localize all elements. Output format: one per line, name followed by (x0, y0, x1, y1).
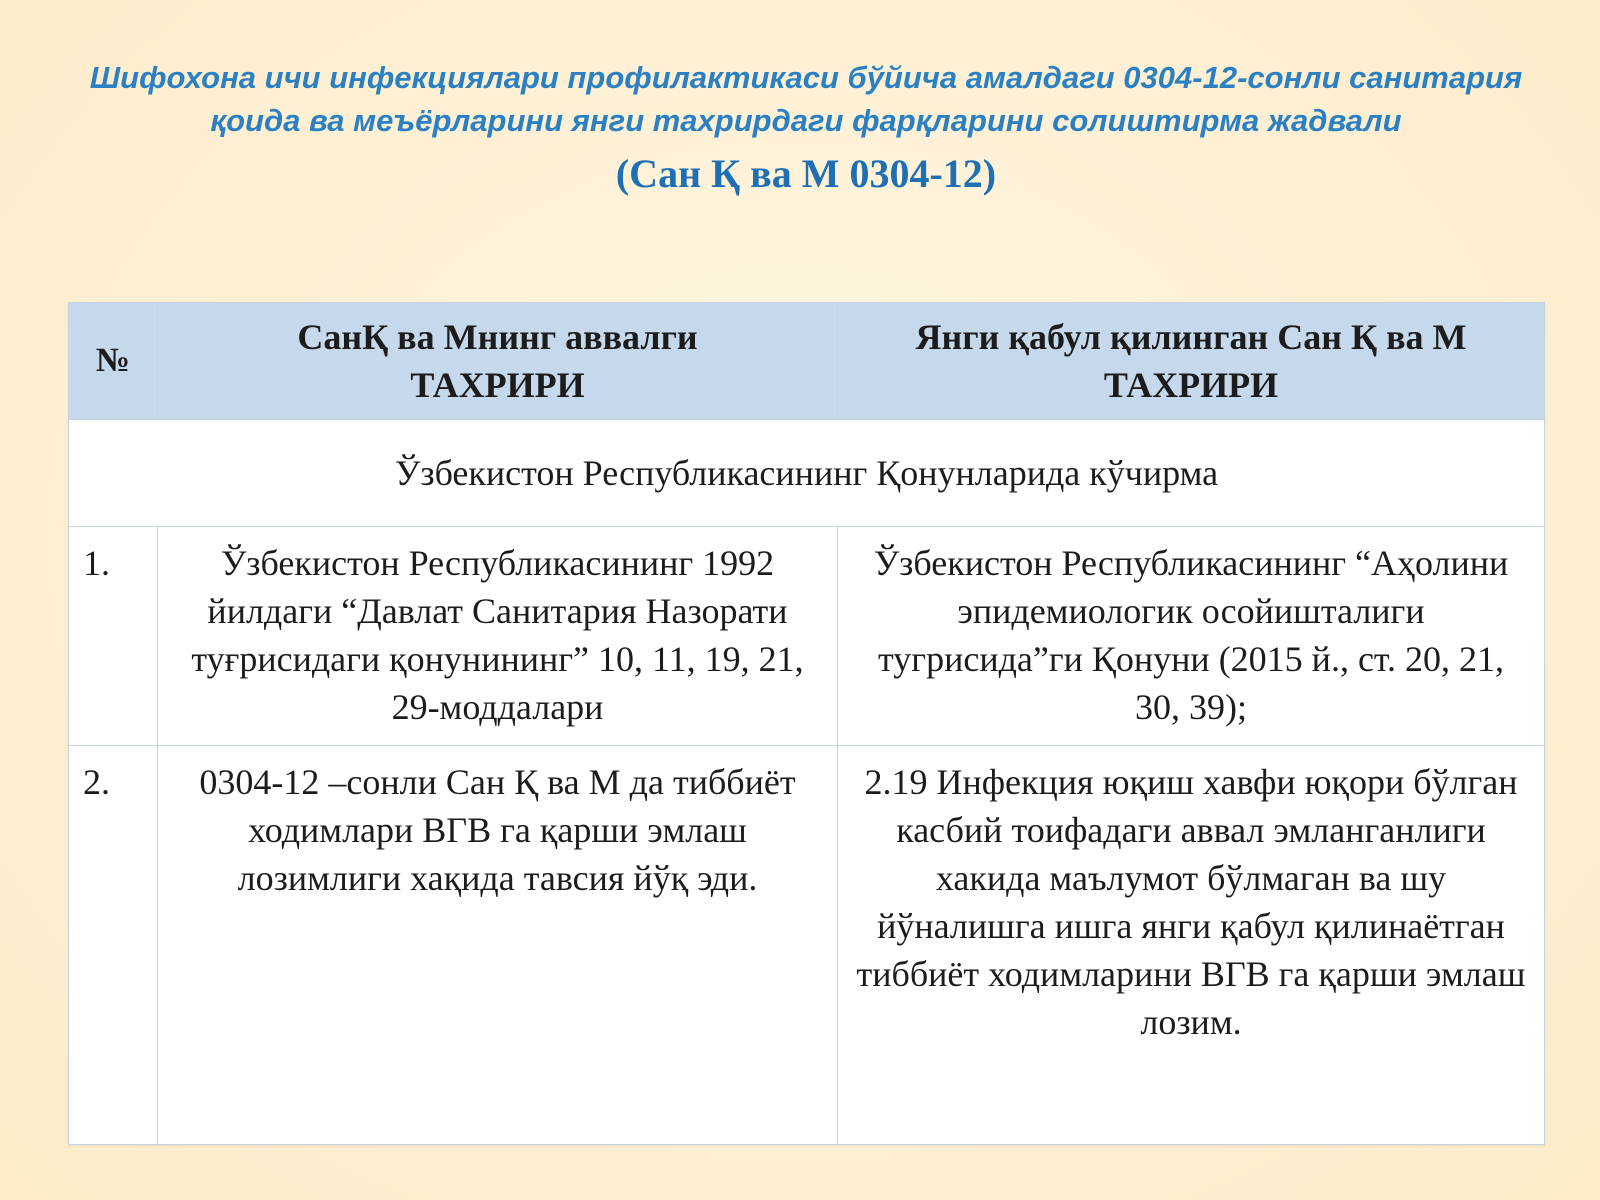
column-header-previous (158, 303, 838, 420)
page-subtitle: Шифохона ичи инфекциялари профилактикаси бўйича амалдаги 0304-12-сонли санитария қоида ва меъёрларини янги тахрирдаги фарқларини солиштирма жадвали (89, 60, 1523, 138)
column-header-previous-line2: ТАХРИРИ (410, 365, 585, 405)
column-header-new-line2: ТАХРИРИ (1103, 365, 1279, 405)
section-row-label: Ўзбекистон Республикасининг Қонунларида кўчирма (69, 420, 1545, 527)
row-previous-text: Ўзбекистон Республикасининг 1992 йилдаги “Давлат Санитария Назорати туғрисидаги қонунининг” 10, 11, 19, 21, 29-моддалари (158, 527, 838, 746)
column-header-new-line1: Янги қабул қилинган Сан Қ ва М (915, 317, 1467, 357)
page-title: (Сан Қ ва М 0304-12) (615, 151, 997, 196)
column-header-previous-line1: СанҚ ва Мнинг аввалги (297, 317, 698, 357)
column-header-new (838, 303, 1545, 420)
row-new-text: Ўзбекистон Республикасининг “Аҳолини эпидемиологик осойишталиги тугрисида”ги Қонуни (2015 й., ст. 20, 21, 30, 39); (838, 527, 1545, 746)
table-header-row (69, 303, 1545, 420)
row-number: 2. (69, 746, 158, 1145)
row-new-text: 2.19 Инфекция юқиш хавфи юқори бўлган касбий тоифадаги аввал эмланганлиги хакида маълумот бўлмаган ва шу йўналишга ишга янги қабул қилинаётган тиббиёт ходимларини ВГВ га қарши эмлаш лозим. (838, 746, 1545, 1145)
table-row (69, 746, 1545, 1145)
section-row (69, 420, 1545, 527)
column-header-number: № (69, 303, 158, 420)
row-previous-text: 0304-12 –сонли Сан Қ ва М да тиббиёт ходимлари ВГВ га қарши эмлаш лозимлиги хақида тавсия йўқ эди. (158, 746, 838, 1145)
title-block (60, 56, 1552, 200)
comparison-table (68, 302, 1545, 1145)
table-row (69, 527, 1545, 746)
row-number: 1. (69, 527, 158, 746)
